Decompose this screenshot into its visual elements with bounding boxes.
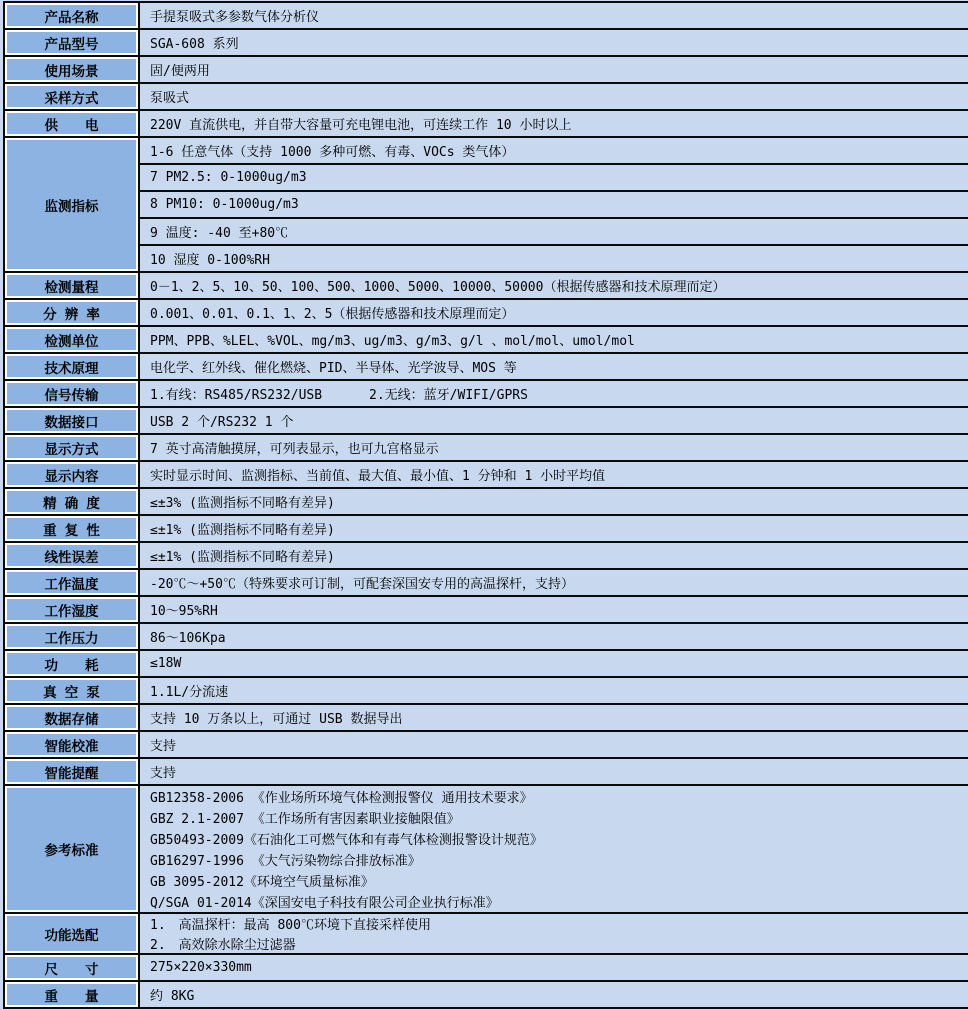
spec-label: 功 耗 [5, 651, 140, 676]
spec-label: 真 空 泵 [5, 678, 140, 703]
spec-value-line: 7 PM2.5: 0-1000ug/m3 [140, 163, 968, 190]
spec-value-area [140, 624, 968, 649]
spec-label: 精 确 度 [5, 489, 140, 514]
spec-value-line: 手提泵吸式多参数气体分析仪 [150, 10, 320, 25]
product-spec-table [3, 1, 968, 1009]
spec-value-line: 固/便两用 [150, 64, 210, 79]
table-row [5, 300, 968, 327]
spec-value-line: GB 3095-2012《环境空气质量标准》 [150, 875, 374, 890]
spec-label: 技术原理 [5, 354, 140, 379]
spec-value-area [140, 651, 968, 676]
spec-value-line: 约 8KG [150, 989, 195, 1004]
table-row [5, 651, 968, 678]
table-row [5, 624, 968, 651]
table-row [5, 273, 968, 300]
spec-value-line: 1.有线：RS485/RS232/USB 2.无线：蓝牙/WIFI/GPRS [150, 388, 528, 403]
spec-value-area [140, 327, 968, 352]
spec-label: 检测单位 [5, 327, 140, 352]
spec-value-line: ≤±3% (监测指标不同略有差异) [150, 496, 335, 511]
spec-value-line: GBZ 2.1-2007 《工作场所有害因素职业接触限值》 [150, 812, 460, 827]
spec-value-line: 9 温度: -40 至+80℃ [140, 217, 968, 244]
spec-label: 工作湿度 [5, 597, 140, 622]
spec-value-line: ≤±1% (监测指标不同略有差异) [150, 550, 335, 565]
table-row [5, 759, 968, 786]
spec-label: 重 量 [5, 982, 140, 1007]
spec-label: 产品名称 [5, 3, 140, 28]
spec-value-line: Q/SGA 01-2014《深国安电子科技有限公司企业执行标准》 [150, 896, 499, 911]
spec-value-line: GB50493-2009《石油化工可燃气体和有毒气体检测报警设计规范》 [150, 833, 543, 848]
spec-value-area [140, 462, 968, 487]
spec-value-line: 实时显示时间、监测指标、当前值、最大值、最小值、1 分钟和 1 小时平均值 [150, 469, 606, 484]
spec-value-line: 0.001、0.01、0.1、1、2、5（根据传感器和技术原理而定） [150, 307, 515, 322]
spec-value-line: ≤±1% (监测指标不同略有差异) [150, 523, 335, 538]
spec-value-line: 1.1L/分流速 [150, 685, 229, 700]
table-row [5, 408, 968, 435]
spec-value-line: -20℃～+50℃（特殊要求可订制，可配套深国安专用的高温探杆，支持） [150, 577, 574, 592]
spec-label: 线性误差 [5, 543, 140, 568]
spec-label: 采样方式 [5, 84, 140, 109]
spec-value-area [140, 57, 968, 82]
spec-value-line: 0－1、2、5、10、50、100、500、1000、5000、10000、50000（根据传感器和技术原理而定） [150, 280, 726, 295]
spec-value-line: 10～95%RH [150, 604, 218, 619]
spec-label: 显示内容 [5, 462, 140, 487]
spec-value-area [140, 354, 968, 379]
spec-value-area [140, 435, 968, 460]
spec-value-line: 1-6 任意气体（支持 1000 多种可燃、有毒、VOCs 类气体） [150, 145, 515, 160]
spec-label: 智能提醒 [5, 759, 140, 784]
spec-label: 信号传输 [5, 381, 140, 406]
spec-value-area [140, 273, 968, 298]
spec-label: 监测指标 [5, 138, 140, 271]
spec-value-area [140, 678, 968, 703]
spec-label: 智能校准 [5, 732, 140, 757]
table-row [5, 84, 968, 111]
spec-value-area [140, 732, 968, 757]
spec-label: 重 复 性 [5, 516, 140, 541]
spec-label: 工作压力 [5, 624, 140, 649]
spec-value-area [140, 408, 968, 433]
table-row [5, 435, 968, 462]
spec-value-area [140, 30, 968, 55]
spec-value-line: 10 湿度 0-100%RH [140, 244, 968, 271]
spec-value-line: ≤18W [150, 656, 182, 671]
spec-value-line: USB 2 个/RS232 1 个 [150, 415, 294, 430]
spec-label: 数据存储 [5, 705, 140, 730]
table-row [5, 138, 968, 273]
table-row [5, 57, 968, 84]
spec-value-line: PPM、PPB、%LEL、%VOL、mg/m3、ug/m3、g/m3、g/l 、mol/mol、umol/mol [150, 334, 635, 349]
table-row [5, 489, 968, 516]
spec-value-area [140, 516, 968, 541]
spec-value-line: 支持 [150, 766, 177, 781]
spec-value-line: 支持 10 万条以上，可通过 USB 数据导出 [150, 712, 403, 727]
table-row [5, 30, 968, 57]
spec-value-area [140, 3, 968, 28]
table-row [5, 982, 968, 1009]
spec-value-line: 8 PM10: 0-1000ug/m3 [140, 190, 968, 217]
spec-label: 分 辨 率 [5, 300, 140, 325]
spec-label: 功能选配 [5, 914, 140, 953]
spec-value-area [140, 982, 968, 1007]
spec-value-area [140, 543, 968, 568]
table-row [5, 543, 968, 570]
spec-value-line: SGA-608 系列 [150, 37, 239, 52]
spec-value-line: 1. 高温探杆：最高 800℃环境下直接采样使用 [150, 918, 431, 934]
spec-label: 数据接口 [5, 408, 140, 433]
spec-label: 显示方式 [5, 435, 140, 460]
spec-value-line: 7 英寸高清触摸屏，可列表显示，也可九宫格显示 [150, 442, 439, 457]
table-row [5, 516, 968, 543]
spec-label: 供 电 [5, 111, 140, 136]
spec-label: 工作温度 [5, 570, 140, 595]
table-row [5, 678, 968, 705]
spec-value-area [140, 138, 968, 271]
spec-value-area [140, 955, 968, 980]
spec-value-area [140, 381, 968, 406]
spec-value-area [140, 759, 968, 784]
spec-value-area [140, 570, 968, 595]
table-row [5, 914, 968, 955]
table-row [5, 327, 968, 354]
spec-value-line: 泵吸式 [150, 91, 190, 106]
spec-value-area [140, 705, 968, 730]
table-row [5, 381, 968, 408]
spec-label: 尺 寸 [5, 955, 140, 980]
spec-value-area [140, 786, 968, 912]
table-row [5, 3, 968, 30]
table-row [5, 462, 968, 489]
spec-value-line: 86～106Kpa [150, 631, 226, 646]
spec-label: 参考标准 [5, 786, 140, 912]
spec-value-area [140, 300, 968, 325]
spec-value-area [140, 111, 968, 136]
spec-value-area [140, 489, 968, 514]
spec-label: 使用场景 [5, 57, 140, 82]
spec-value-line: GB12358-2006 《作业场所环境气体检测报警仪 通用技术要求》 [150, 791, 533, 806]
table-row [5, 705, 968, 732]
table-row [5, 786, 968, 914]
table-row [5, 111, 968, 138]
spec-value-line: 220V 直流供电，并自带大容量可充电锂电池，可连续工作 10 小时以上 [150, 118, 572, 133]
spec-value-line: GB16297-1996 《大气污染物综合排放标准》 [150, 854, 421, 869]
spec-value-area [140, 914, 968, 953]
table-row [5, 597, 968, 624]
spec-value-area [140, 597, 968, 622]
table-row [5, 732, 968, 759]
spec-value-line: 275×220×330mm [150, 960, 252, 975]
spec-value-line: 支持 [150, 739, 177, 754]
spec-label: 产品型号 [5, 30, 140, 55]
spec-value-area [140, 84, 968, 109]
spec-value-line: 2. 高效除水除尘过滤器 [150, 937, 296, 953]
table-row [5, 955, 968, 982]
spec-value-line: 电化学、红外线、催化燃烧、PID、半导体、光学波导、MOS 等 [150, 361, 517, 376]
table-row [5, 354, 968, 381]
spec-label: 检测量程 [5, 273, 140, 298]
table-row [5, 570, 968, 597]
